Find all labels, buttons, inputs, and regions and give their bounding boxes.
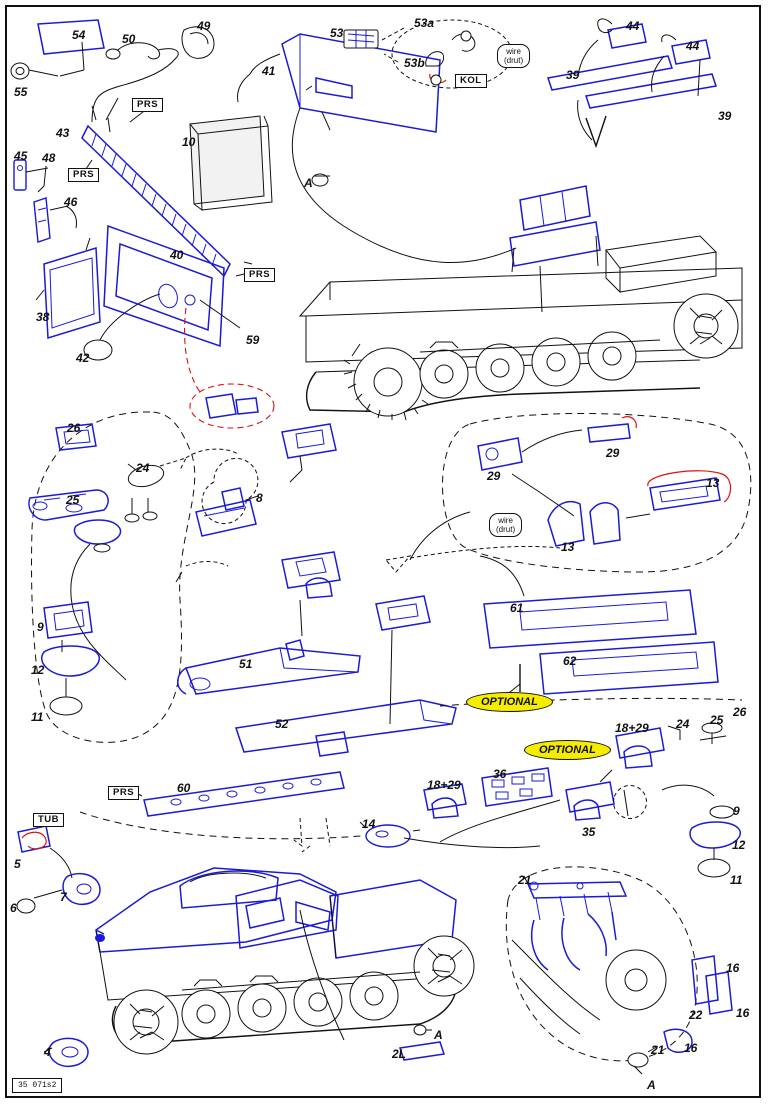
group-5-7-6-4 — [17, 826, 100, 1066]
group-45-48-46 — [14, 160, 160, 360]
part-label-48: 48 — [42, 151, 56, 165]
part-label-39: 39 — [718, 109, 732, 123]
part-label-11: 11 — [31, 710, 44, 724]
part-label-13: 13 — [706, 476, 720, 490]
part-label-16: 16 — [736, 1006, 750, 1020]
part-label-10: 10 — [182, 135, 196, 149]
part-label-9: 9 — [37, 620, 44, 634]
part-label-18-29: 18+29 — [427, 778, 461, 792]
part-label-12: 12 — [31, 663, 45, 677]
wire-note-wire-2: wire (drut) — [489, 513, 522, 537]
tag-prs-4: PRS — [108, 786, 139, 800]
part-label-38: 38 — [36, 310, 50, 324]
part-label-21: 21 — [518, 873, 532, 887]
part-label-16: 16 — [684, 1041, 698, 1055]
part-label-55: 55 — [14, 85, 28, 99]
part-label-25: 25 — [710, 713, 724, 727]
part-label-22: 22 — [689, 1008, 703, 1022]
part-label-2L: 2L — [392, 1047, 407, 1061]
part-label-44: 44 — [686, 39, 700, 53]
part-label-25: 25 — [66, 493, 80, 507]
part-label-45: 45 — [14, 149, 28, 163]
part-label-54: 54 — [72, 28, 86, 42]
part-label-35: 35 — [582, 825, 596, 839]
part-label-46: 46 — [64, 195, 78, 209]
part-label-50: 50 — [122, 32, 136, 46]
part-label-49: 49 — [197, 19, 211, 33]
part-label-21: 21 — [651, 1043, 665, 1057]
group-plates — [80, 552, 742, 852]
part-label-13: 13 — [561, 540, 575, 554]
part-label-53: 53 — [330, 26, 344, 40]
part-label-53a: 53a — [414, 16, 435, 30]
part-label-39: 39 — [566, 68, 580, 82]
tag-tub: TUB — [33, 813, 64, 827]
optional-badge: OPTIONAL — [524, 740, 611, 760]
group-9-12-11 — [42, 602, 100, 715]
group-tank-bottom — [95, 868, 474, 1060]
part-label-44: 44 — [626, 19, 640, 33]
group-balloon-left — [29, 412, 336, 742]
group-44-39 — [548, 19, 716, 146]
part-label-29: 29 — [606, 446, 620, 460]
part-label-9: 9 — [733, 804, 740, 818]
part-label-11: 11 — [730, 873, 743, 887]
part-label-14: 14 — [362, 817, 376, 831]
part-label-61: 61 — [510, 601, 524, 615]
part-label-A: A — [304, 176, 313, 190]
part-label-24: 24 — [136, 461, 150, 475]
group-40-59 — [104, 226, 274, 428]
part-label-8: 8 — [256, 491, 263, 505]
part-label-A: A — [434, 1028, 443, 1042]
tag-prs-2: PRS — [68, 168, 99, 182]
part-label-43: 43 — [56, 126, 70, 140]
group-top-left — [11, 20, 214, 122]
group-14 — [360, 822, 540, 848]
tag-prs-3: PRS — [244, 268, 275, 282]
group-hull-upper — [300, 186, 742, 420]
group-53 — [282, 20, 516, 263]
part-label-16: 16 — [726, 961, 740, 975]
part-label-41: 41 — [262, 64, 276, 78]
part-label-18-29: 18+29 — [615, 721, 649, 735]
part-label-36: 36 — [493, 767, 507, 781]
group-bottom-right-detail — [506, 867, 732, 1074]
tag-prs-1: PRS — [132, 98, 163, 112]
part-label-24: 24 — [676, 717, 690, 731]
part-label-26: 26 — [733, 705, 747, 719]
part-label-40: 40 — [170, 248, 184, 262]
part-label-59: 59 — [246, 333, 260, 347]
part-label-52: 52 — [275, 717, 289, 731]
part-label-A: A — [647, 1078, 656, 1092]
part-label-62: 62 — [563, 654, 577, 668]
part-label-60: 60 — [177, 781, 191, 795]
part-label-12: 12 — [732, 838, 746, 852]
part-label-42: 42 — [76, 351, 90, 365]
part-label-26: 26 — [67, 421, 81, 435]
part-label-5: 5 — [14, 857, 21, 871]
part-label-6: 6 — [10, 901, 17, 915]
part-label-51: 51 — [239, 657, 253, 671]
wire-note-wire-1: wire (drut) — [497, 44, 530, 68]
part-label-7: 7 — [60, 890, 67, 904]
optional-badge: OPTIONAL — [466, 692, 553, 712]
sheet-code: 35 071s2 — [12, 1078, 62, 1093]
tag-kol: KOL — [455, 74, 487, 88]
part-label-4: 4 — [44, 1045, 51, 1059]
part-label-53b: 53b — [404, 56, 425, 70]
part-label-29: 29 — [487, 469, 501, 483]
